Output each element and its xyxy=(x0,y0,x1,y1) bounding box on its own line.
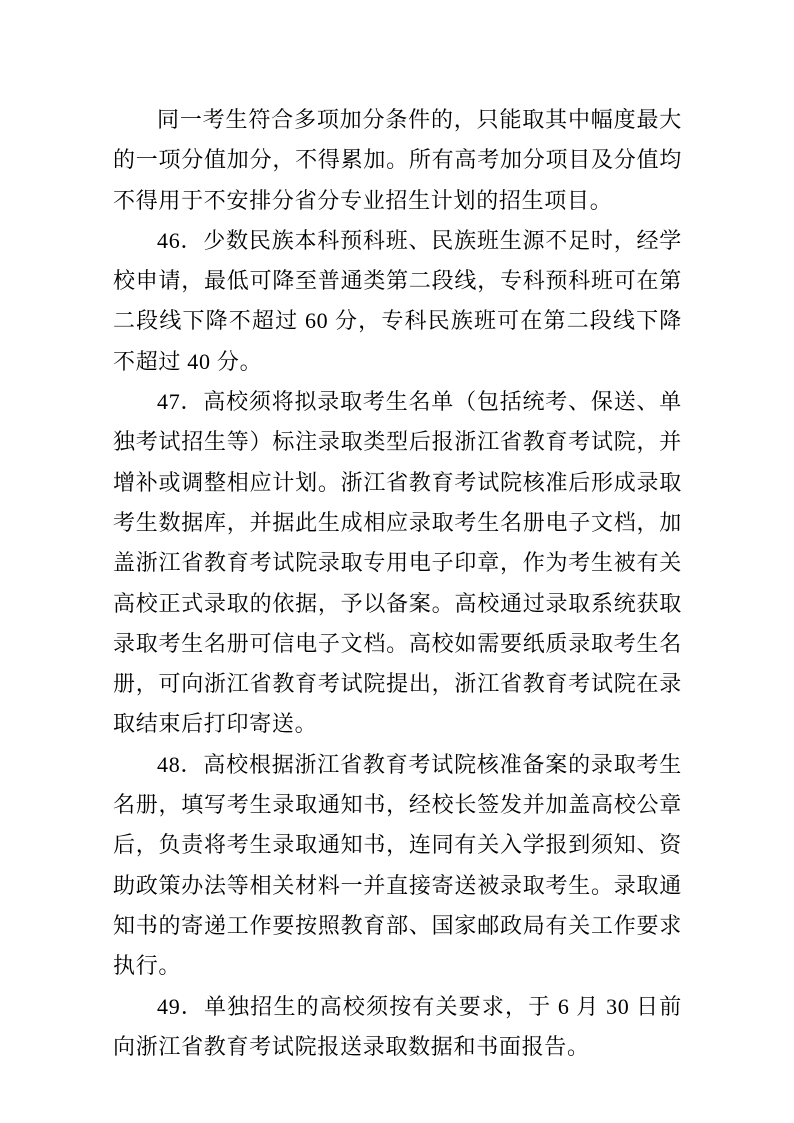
paragraph-item-46: 46．少数民族本科预科班、民族班生源不足时，经学校申请，最低可降至普通类第二段线，专科预科班可在第二段线下降不超过 60 分，专科民族班可在第二段线下降不超过 40 分。 xyxy=(113,227,682,374)
paragraph-item-48: 48．高校根据浙江省教育考试院核准备案的录取考生名册，填写考生录取通知书，经校长签发并加盖高校公章后，负责将考生录取通知书，连同有关入学报到须知、资助政策办法等相关材料一并直接寄送被录取考生。录取通知书的寄递工作要按照教育部、国家邮政局有关工作要求执行。 xyxy=(113,751,682,979)
paragraph-item-47: 47．高校须将拟录取考生名单（包括统考、保送、单独考试招生等）标注录取类型后报浙江省教育考试院，并增补或调整相应计划。浙江省教育考试院核准后形成录取考生数据库，并据此生成相应录取考生名册电子文档，加盖浙江省教育考试院录取专用电子印章，作为考生被有关高校正式录取的依据，予以备案。高校通过录取系统获取录取考生名册可信电子文档。高校如需要纸质录取考生名册，可向浙江省教育考试院提出，浙江省教育考试院在录取结束后打印寄送。 xyxy=(113,389,682,737)
paragraph-item-49: 49．单独招生的高校须按有关要求，于 6 月 30 日前向浙江省教育考试院报送录取数据和书面报告。 xyxy=(113,993,682,1059)
paragraph-continuation: 同一考生符合多项加分条件的，只能取其中幅度最大的一项分值加分，不得累加。所有高考加分项目及分值均不得用于不安排分省分专业招生计划的招生项目。 xyxy=(113,107,682,213)
